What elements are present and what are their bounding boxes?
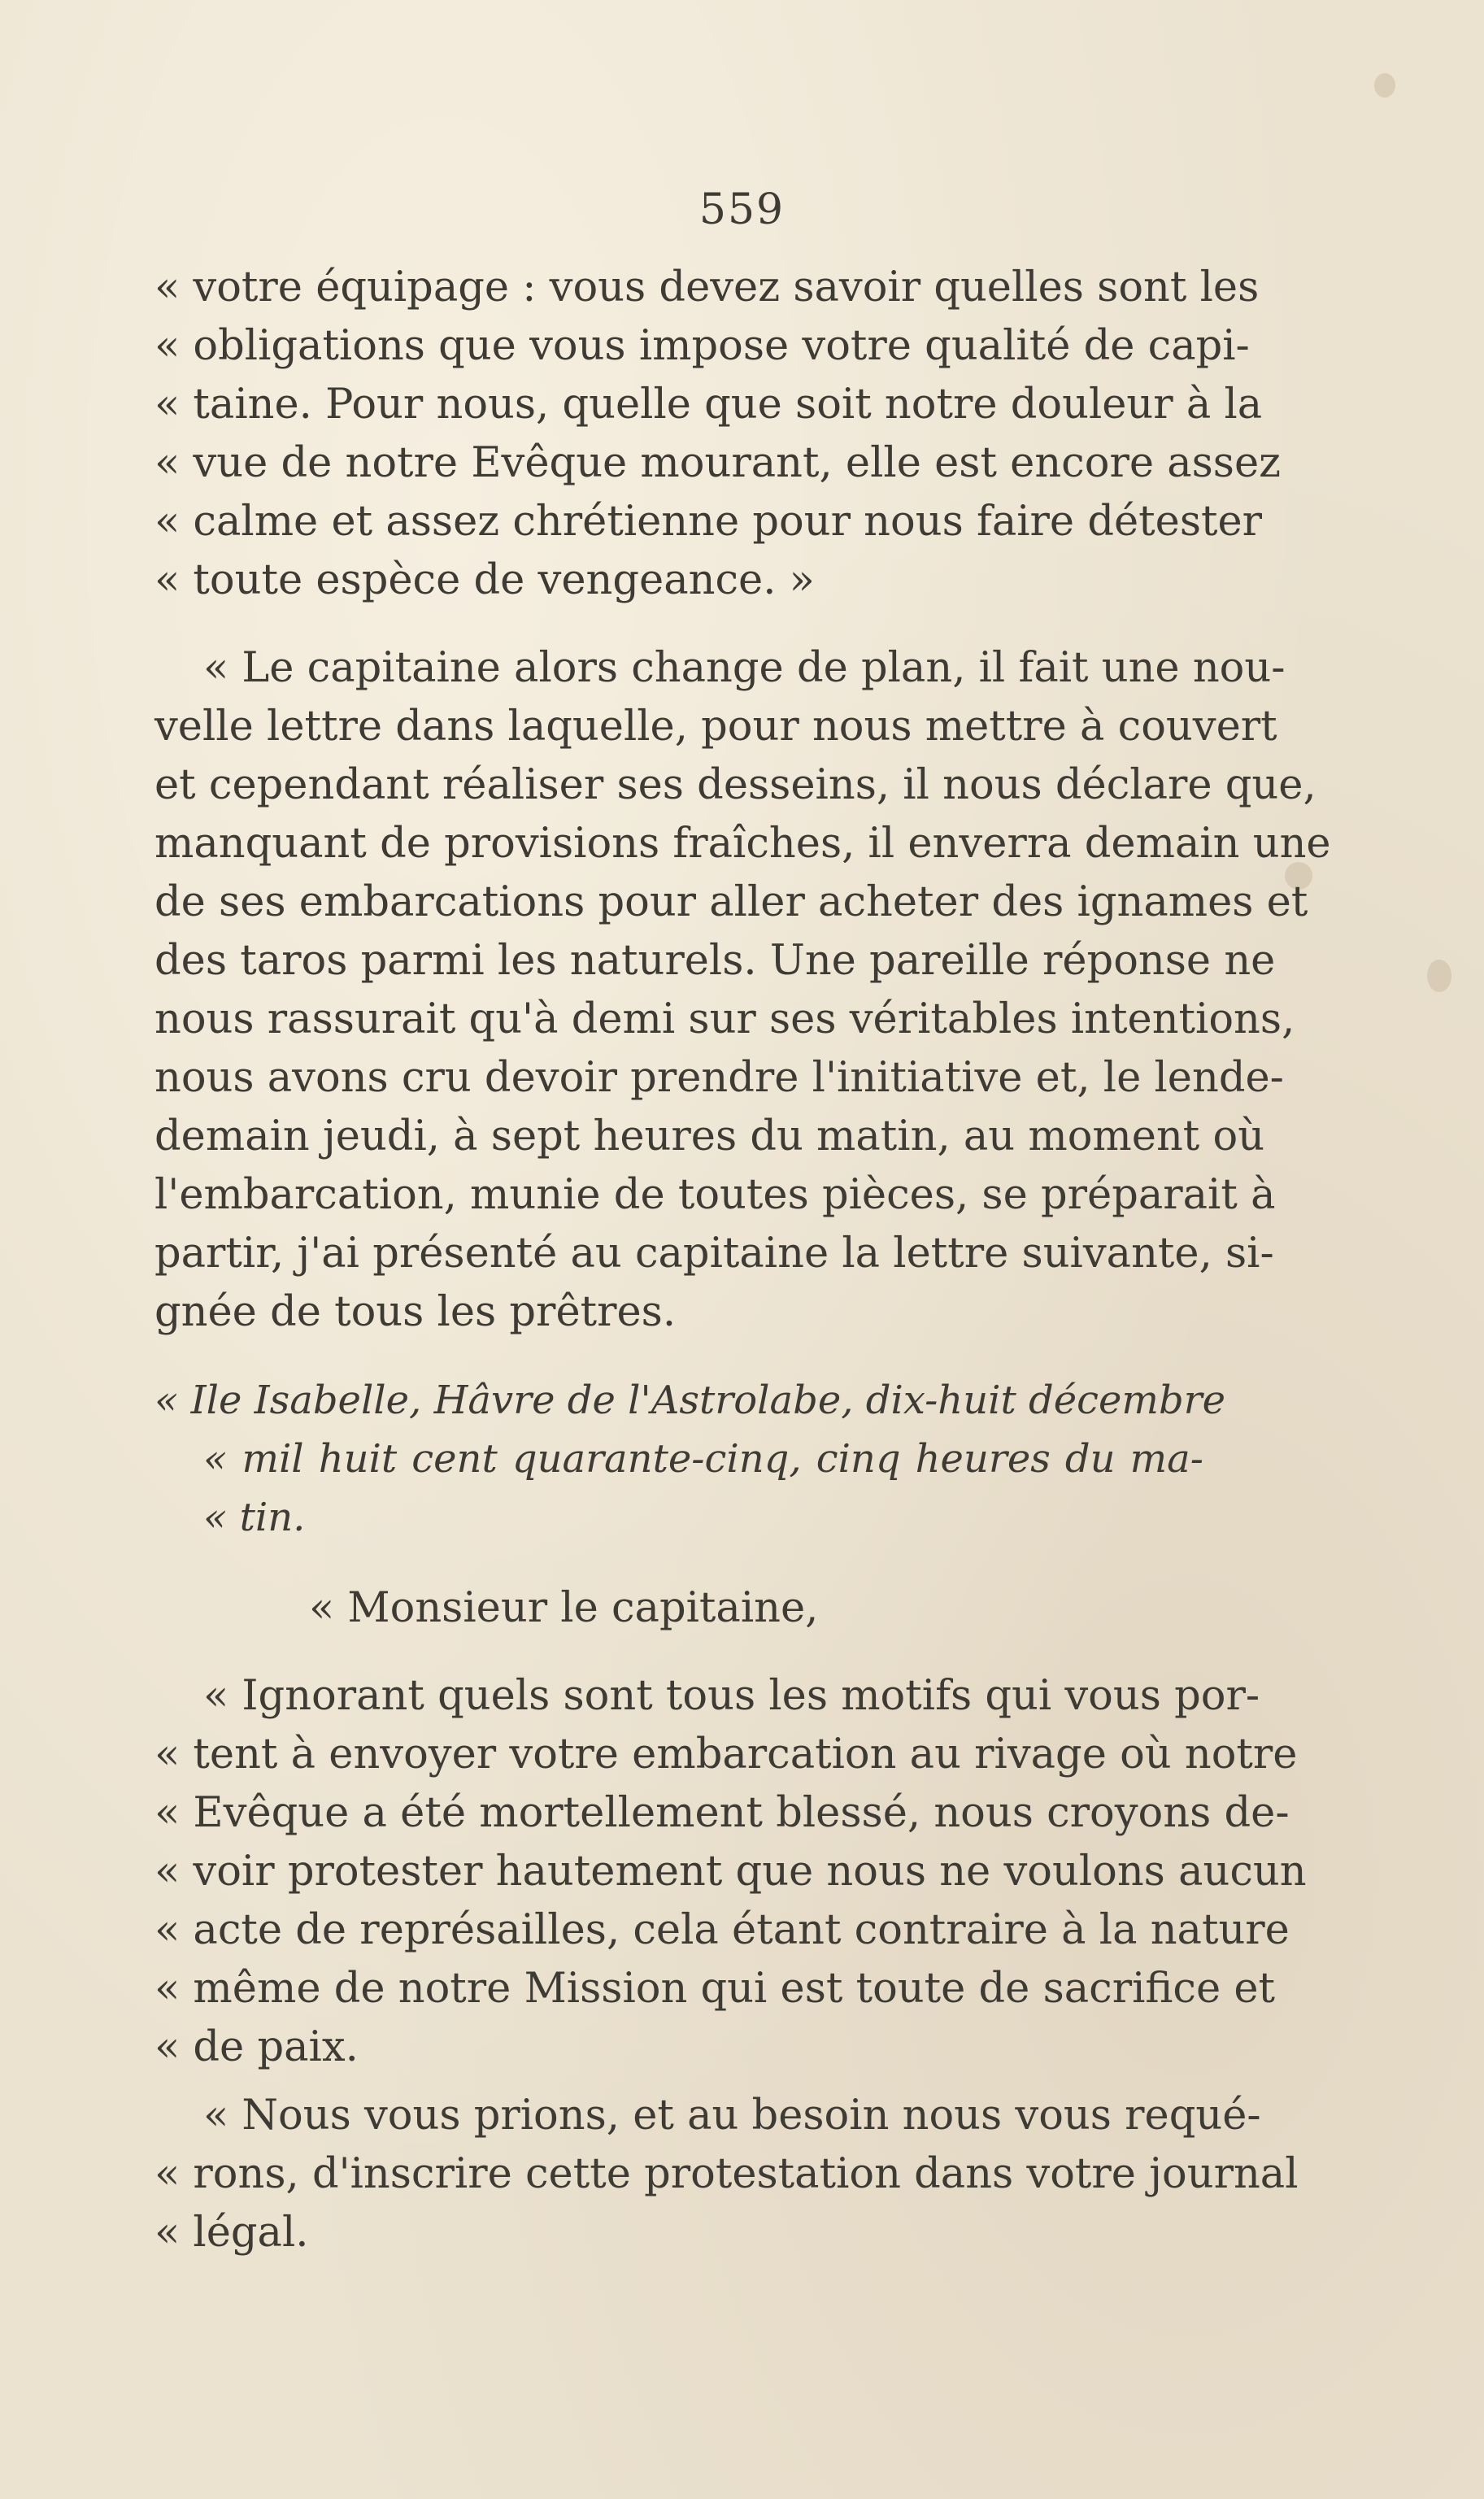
text-line: « mil huit cent quarante-cinq, cinq heures du ma- <box>203 1436 1203 1482</box>
letter-dateline <box>154 1371 1226 1547</box>
text-line: « taine. Pour nous, quelle que soit notre douleur à la <box>154 381 1263 429</box>
text-line: « légal. <box>154 2209 309 2257</box>
text-line: « tin. <box>203 1495 306 1540</box>
text-line: « Evêque a été mortellement blessé, nous croyons de- <box>154 1789 1290 1837</box>
text-line: de ses embarcations pour aller acheter des ignames et <box>154 878 1308 926</box>
text-line: « voir protester hautement que nous ne voulons aucun <box>154 1848 1307 1896</box>
text-line: « obligations que vous impose votre qualité de capi- <box>154 322 1250 370</box>
paragraph-captain <box>154 639 1331 1342</box>
text-line: « tent à envoyer votre embarcation au rivage où notre <box>154 1731 1298 1778</box>
text-line: « même de notre Mission qui est toute de sacrifice et <box>154 1965 1276 2013</box>
paper-stain <box>1427 960 1451 992</box>
paper-stain <box>1374 73 1395 98</box>
text-line: demain jeudi, à sept heures du matin, au moment où <box>154 1112 1265 1160</box>
text-line: « toute espèce de vengeance. » <box>154 556 815 604</box>
paragraph-quote-end <box>154 259 1282 610</box>
text-line: manquant de provisions fraîches, il enverra demain une <box>154 820 1331 868</box>
text-line: « votre équipage : vous devez savoir quelles sont les <box>154 263 1260 311</box>
text-line: « Le capitaine alors change de plan, il fait une nou- <box>203 644 1286 692</box>
text-line: gnée de tous les prêtres. <box>154 1288 677 1336</box>
paragraph-letter-body <box>154 1667 1307 2077</box>
text-line: l'embarcation, munie de toutes pièces, se préparait à <box>154 1171 1276 1219</box>
text-line: partir, j'ai présenté au capitaine la lettre suivante, si- <box>154 1230 1274 1278</box>
text-line: « acte de représailles, cela étant contraire à la nature <box>154 1906 1290 1954</box>
paragraph-letter-request <box>154 2087 1299 2262</box>
letter-salutation: « Monsieur le capitaine, <box>309 1584 819 1632</box>
page-number: 559 <box>698 185 786 234</box>
page-body <box>154 259 1331 2262</box>
text-line: « Nous vous prions, et au besoin nous vous requé- <box>203 2092 1261 2140</box>
text-line: « calme et assez chrétienne pour nous faire détester <box>154 498 1263 546</box>
text-line: velle lettre dans laquelle, pour nous mettre à couvert <box>154 703 1277 751</box>
text-line: « Ignorant quels sont tous les motifs qui vous por- <box>203 1672 1260 1720</box>
text-line: nous avons cru devoir prendre l'initiative et, le lende- <box>154 1054 1284 1102</box>
text-line: « rons, d'inscrire cette protestation dans votre journal <box>154 2150 1299 2198</box>
text-line: et cependant réaliser ses desseins, il nous déclare que, <box>154 761 1316 809</box>
text-line: des taros parmi les naturels. Une pareille réponse ne <box>154 937 1276 985</box>
text-line: nous rassurait qu'à demi sur ses véritables intentions, <box>154 995 1295 1043</box>
text-line: « de paix. <box>154 2023 359 2071</box>
text-line: « vue de notre Evêque mourant, elle est encore assez <box>154 439 1282 487</box>
text-line: « Ile Isabelle, Hâvre de l'Astrolabe, dix-huit décembre <box>154 1378 1226 1423</box>
